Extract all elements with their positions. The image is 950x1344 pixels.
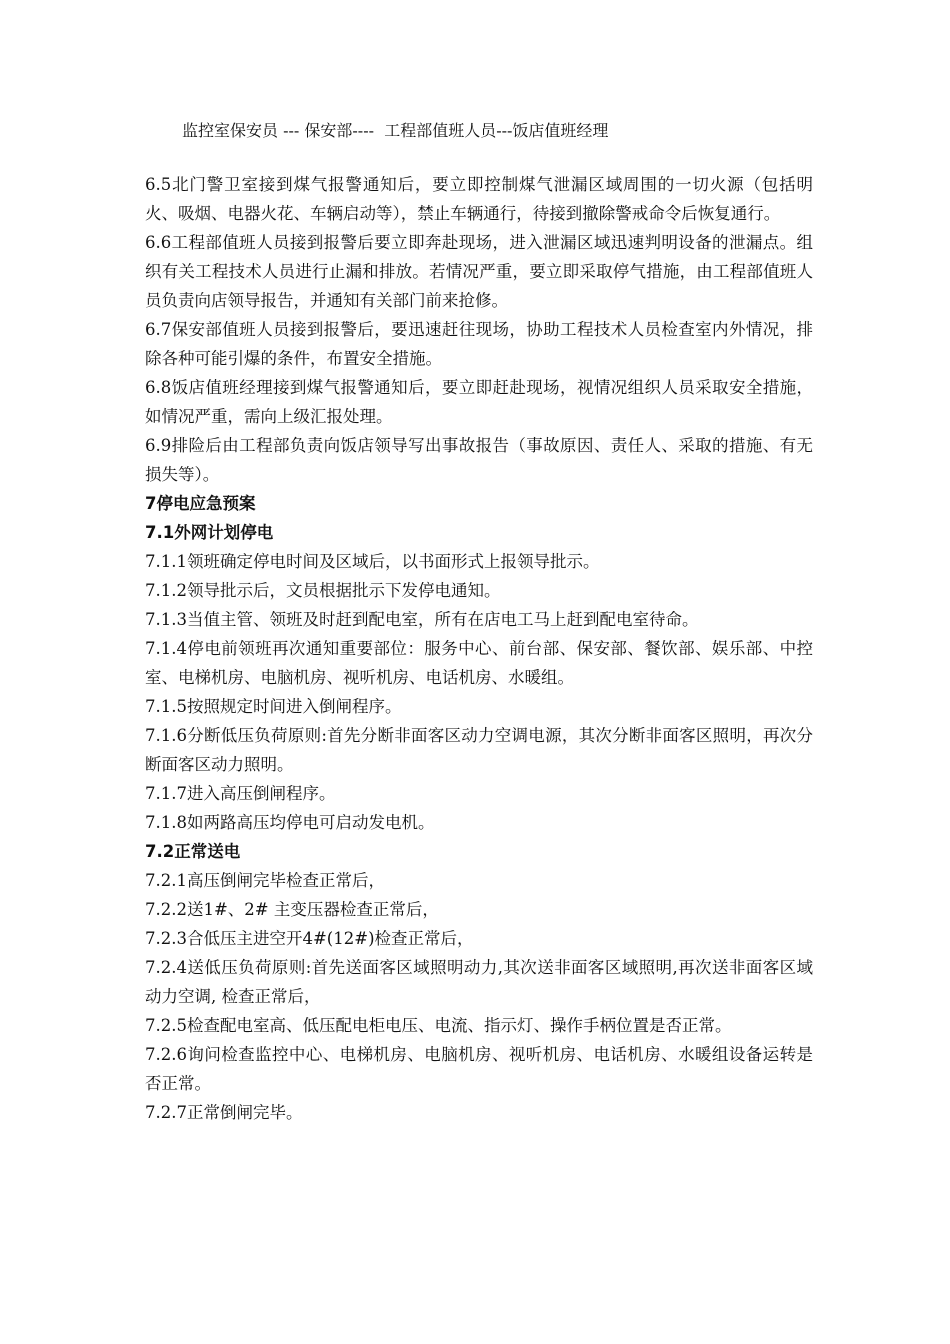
paragraph-7-2-5: 7.2.5检查配电室高、低压配电柜电压、电流、指示灯、操作手柄位置是否正常。 bbox=[145, 1016, 732, 1035]
paragraph-7-1-6: 7.1.6分断低压负荷原则:首先分断非面客区动力空调电源，其次分断非面客区照明，再次分断面客区动力照明。 bbox=[145, 726, 813, 774]
paragraph-7-1-4: 7.1.4停电前领班再次通知重要部位：服务中心、前台部、保安部、餐饮部、娱乐部、中控室、电梯机房、电脑机房、视听机房、电话机房、水暖组。 bbox=[145, 639, 813, 687]
paragraph-7-1-3: 7.1.3当值主管、领班及时赶到配电室，所有在店电工马上赶到配电室待命。 bbox=[145, 610, 699, 629]
section-heading-7-2: 7.2正常送电 bbox=[145, 842, 241, 861]
paragraph-7-1-2: 7.1.2领导批示后，文员根据批示下发停电通知。 bbox=[145, 581, 501, 600]
paragraph-7-1-1: 7.1.1领班确定停电时间及区域后，以书面形式上报领导批示。 bbox=[145, 552, 600, 571]
paragraph-6-6: 6.6工程部值班人员接到报警后要立即奔赴现场，进入泄漏区域迅速判明设备的泄漏点。组织有关工程技术人员进行止漏和排放。若情况严重，要立即采取停气措施，由工程部值班人员负责向店领导报告，并通知有关部门前来抢修。 bbox=[145, 233, 813, 310]
paragraph-7-2-4: 7.2.4送低压负荷原则:首先送面客区域照明动力,其次送非面客区域照明,再次送非面客区域动力空调, 检查正常后， bbox=[145, 958, 813, 1006]
paragraph-6-9: 6.9排险后由工程部负责向饭店领导写出事故报告（事故原因、责任人、采取的措施、有无损失等）。 bbox=[145, 436, 813, 484]
paragraph-6-7: 6.7保安部值班人员接到报警后，要迅速赶往现场，协助工程技术人员检查室内外情况，排除各种可能引爆的条件，布置安全措施。 bbox=[145, 320, 813, 368]
paragraph-7-2-7: 7.2.7正常倒闸完毕。 bbox=[145, 1103, 303, 1122]
paragraph-7-1-5: 7.1.5按照规定时间进入倒闸程序。 bbox=[145, 697, 402, 716]
paragraph-7-1-7: 7.1.7进入高压倒闸程序。 bbox=[145, 784, 336, 803]
section-heading-7: 7停电应急预案 bbox=[145, 494, 256, 513]
paragraph-6-8: 6.8饭店值班经理接到煤气报警通知后，要立即赶赴现场，视情况组织人员采取安全措施，如情况严重，需向上级汇报处理。 bbox=[145, 378, 813, 426]
notification-flow-line: 监控室保安员 --- 保安部---- 工程部值班人员---饭店值班经理 bbox=[182, 121, 609, 140]
paragraph-7-1-8: 7.1.8如两路高压均停电可启动发电机。 bbox=[145, 813, 435, 832]
document-page bbox=[145, 112, 813, 1127]
paragraph-7-2-2: 7.2.2送1#、2# 主变压器检查正常后， bbox=[145, 900, 439, 919]
paragraph-7-2-1: 7.2.1高压倒闸完毕检查正常后， bbox=[145, 871, 385, 890]
paragraph-6-5: 6.5北门警卫室接到煤气报警通知后，要立即控制煤气泄漏区域周围的一切火源（包括明火、吸烟、电器火花、车辆启动等），禁止车辆通行，待接到撤除警戒命令后恢复通行。 bbox=[145, 175, 813, 223]
section-heading-7-1: 7.1外网计划停电 bbox=[145, 523, 274, 542]
paragraph-7-2-3: 7.2.3合低压主进空开4#(12#)检查正常后， bbox=[145, 929, 474, 948]
paragraph-7-2-6: 7.2.6询问检查监控中心、电梯机房、电脑机房、视听机房、电话机房、水暖组设备运转是否正常。 bbox=[145, 1045, 813, 1093]
